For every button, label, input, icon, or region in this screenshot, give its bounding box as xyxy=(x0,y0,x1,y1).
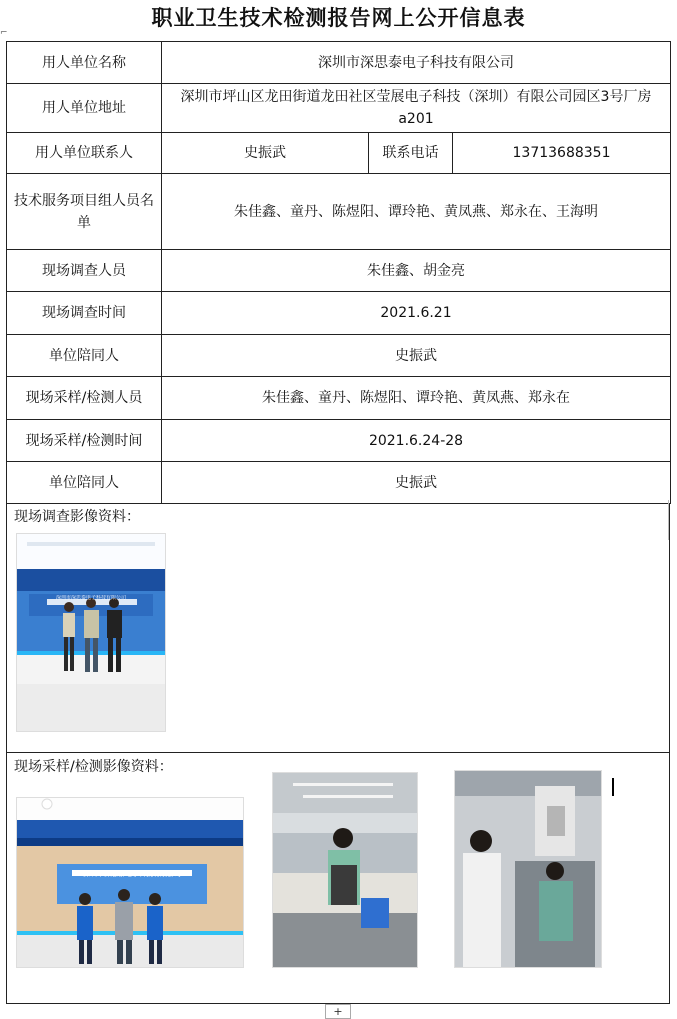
team-label: 技术服务项目组人员名单 xyxy=(7,174,162,250)
contact-label: 用人单位联系人 xyxy=(7,133,162,174)
team-value: 朱佳鑫、童丹、陈煜阳、谭玲艳、黄凤燕、郑永在、王海明 xyxy=(162,174,671,250)
unit-name-value: 深圳市深思泰电子科技有限公司 xyxy=(162,42,671,84)
sampling-staff-value: 朱佳鑫、童丹、陈煜阳、谭玲艳、黄凤燕、郑永在 xyxy=(162,377,671,420)
table-row xyxy=(7,42,671,84)
table-row xyxy=(7,335,671,377)
phone-value: 13713688351 xyxy=(453,133,671,174)
table-row xyxy=(7,250,671,292)
info-table xyxy=(6,41,671,504)
page-corner-mark: ⌐ xyxy=(0,28,8,38)
survey-images-label: 现场调查影像资料： xyxy=(14,509,140,525)
table-row xyxy=(7,133,671,174)
page-edge-mark xyxy=(668,500,677,540)
unit-address-label: 用人单位地址 xyxy=(7,84,162,133)
sampling-time-value: 2021.6.24-28 xyxy=(162,420,671,462)
add-sheet-button[interactable]: + xyxy=(325,1004,351,1019)
table-row xyxy=(7,174,671,250)
phone-label: 联系电话 xyxy=(369,133,453,174)
contact-value: 史振武 xyxy=(162,133,369,174)
survey-staff-label: 现场调查人员 xyxy=(7,250,162,292)
survey-staff-value: 朱佳鑫、胡金亮 xyxy=(162,250,671,292)
text-cursor xyxy=(612,778,614,796)
survey-time-label: 现场调查时间 xyxy=(7,292,162,335)
table-row xyxy=(7,292,671,335)
table-row xyxy=(7,84,671,133)
survey-time-value: 2021.6.21 xyxy=(162,292,671,335)
escort-value: 史振武 xyxy=(162,462,671,504)
unit-address-value: 深圳市坪山区龙田街道龙田社区莹展电子科技（深圳）有限公司园区3号厂房 a201 xyxy=(162,84,671,133)
escort-label: 单位陪同人 xyxy=(7,335,162,377)
sampling-staff-label: 现场采样/检测人员 xyxy=(7,377,162,420)
photo-sign-text: 深圳市深思泰电子科技有限公司 xyxy=(55,595,126,601)
page-title: 职业卫生技术检测报告网上公开信息表 xyxy=(151,5,526,30)
table-row xyxy=(7,377,671,420)
sampling-photo-lobby xyxy=(16,797,244,968)
sampling-photo-machine xyxy=(454,770,602,968)
sampling-images-label: 现场采样/检测影像资料： xyxy=(14,759,173,775)
table-row xyxy=(7,462,671,504)
photo-sign-text: 深圳市深思泰电子科技有限公司 xyxy=(83,870,181,878)
sampling-photo-workshop xyxy=(272,772,418,968)
sampling-time-label: 现场采样/检测时间 xyxy=(7,420,162,462)
escort-label: 单位陪同人 xyxy=(7,462,162,504)
survey-photo xyxy=(16,533,166,732)
table-row xyxy=(7,420,671,462)
unit-name-label: 用人单位名称 xyxy=(7,42,162,84)
bottom-bar xyxy=(0,1004,677,1018)
escort-value: 史振武 xyxy=(162,335,671,377)
